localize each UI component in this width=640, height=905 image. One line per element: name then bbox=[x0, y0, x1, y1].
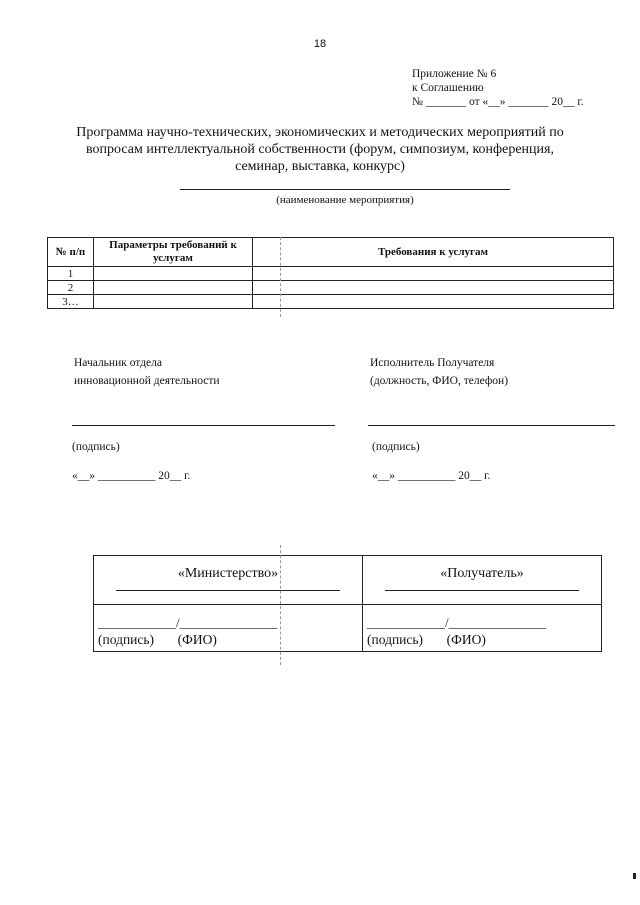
left-date-field[interactable]: «__» __________ 20__ г. bbox=[72, 470, 191, 482]
recipient-executor-line-2: (должность, ФИО, телефон) bbox=[370, 375, 509, 387]
requirements-cell[interactable] bbox=[253, 295, 614, 309]
recipient-signature-lines[interactable]: ____________/_______________ bbox=[367, 615, 547, 630]
recipient-cell bbox=[363, 556, 602, 605]
scan-edge-mark bbox=[633, 873, 636, 879]
row-number: 1 bbox=[48, 267, 94, 281]
department-head-label bbox=[74, 354, 220, 390]
signature-row bbox=[94, 605, 602, 652]
appendix-line-2: к Соглашению bbox=[412, 82, 484, 94]
appendix-reference bbox=[412, 67, 584, 109]
scan-fold-mark bbox=[280, 237, 281, 317]
ministry-signature-lines[interactable]: ____________/_______________ bbox=[98, 615, 278, 630]
left-signature-caption: (подпись) bbox=[72, 441, 120, 453]
params-cell[interactable] bbox=[94, 281, 253, 295]
ministry-line bbox=[116, 590, 340, 591]
right-date-field[interactable]: «__» __________ 20__ г. bbox=[372, 470, 491, 482]
department-head-line-2: инновационной деятельности bbox=[74, 375, 220, 387]
ministry-signature-cell[interactable] bbox=[94, 605, 363, 652]
left-signature-line[interactable] bbox=[72, 425, 335, 426]
recipient-title: «Получатель» bbox=[440, 566, 524, 581]
recipient-executor-label bbox=[370, 354, 508, 390]
right-signature-caption: (подпись) bbox=[372, 441, 420, 453]
page-number: 18 bbox=[313, 38, 327, 50]
appendix-line-3: № _______ от «__» _______ 20__ г. bbox=[412, 96, 584, 108]
recipient-signature-caption: (подпись) (ФИО) bbox=[367, 632, 486, 647]
event-name-line bbox=[180, 189, 510, 190]
recipient-executor-line-1: Исполнитель Получателя bbox=[370, 357, 495, 369]
table-row bbox=[48, 267, 614, 281]
ministry-title: «Министерство» bbox=[177, 566, 279, 581]
params-cell[interactable] bbox=[94, 267, 253, 281]
row-number: 3… bbox=[48, 295, 94, 309]
ministry-signature-caption: (подпись) (ФИО) bbox=[98, 632, 217, 647]
signatures-table bbox=[93, 555, 602, 652]
header-requirements: Требования к услугам bbox=[253, 238, 614, 267]
parties-row bbox=[94, 556, 602, 605]
right-signature-line[interactable] bbox=[368, 425, 615, 426]
appendix-line-1: Приложение № 6 bbox=[412, 68, 497, 80]
header-params: Параметры требований к услугам bbox=[94, 238, 253, 267]
department-head-line-1: Начальник отдела bbox=[74, 357, 162, 369]
table-row bbox=[48, 295, 614, 309]
recipient-signature-cell[interactable] bbox=[363, 605, 602, 652]
requirements-table bbox=[47, 237, 614, 309]
scan-fold-mark bbox=[280, 545, 281, 665]
requirements-cell[interactable] bbox=[253, 281, 614, 295]
ministry-cell bbox=[94, 556, 363, 605]
table-row bbox=[48, 281, 614, 295]
recipient-line bbox=[385, 590, 579, 591]
requirements-cell[interactable] bbox=[253, 267, 614, 281]
params-cell[interactable] bbox=[94, 295, 253, 309]
row-number: 2 bbox=[48, 281, 94, 295]
header-num: № п/п bbox=[48, 238, 94, 267]
table-header-row bbox=[48, 238, 614, 267]
document-title: Программа научно-технических, экономических и методических мероприятий по вопросам интеллектуальной собственности (форум, симпозиум, конференция, семинар, выставка, конкурс) bbox=[76, 125, 564, 174]
event-name-caption: (наименование мероприятия) bbox=[276, 194, 414, 206]
